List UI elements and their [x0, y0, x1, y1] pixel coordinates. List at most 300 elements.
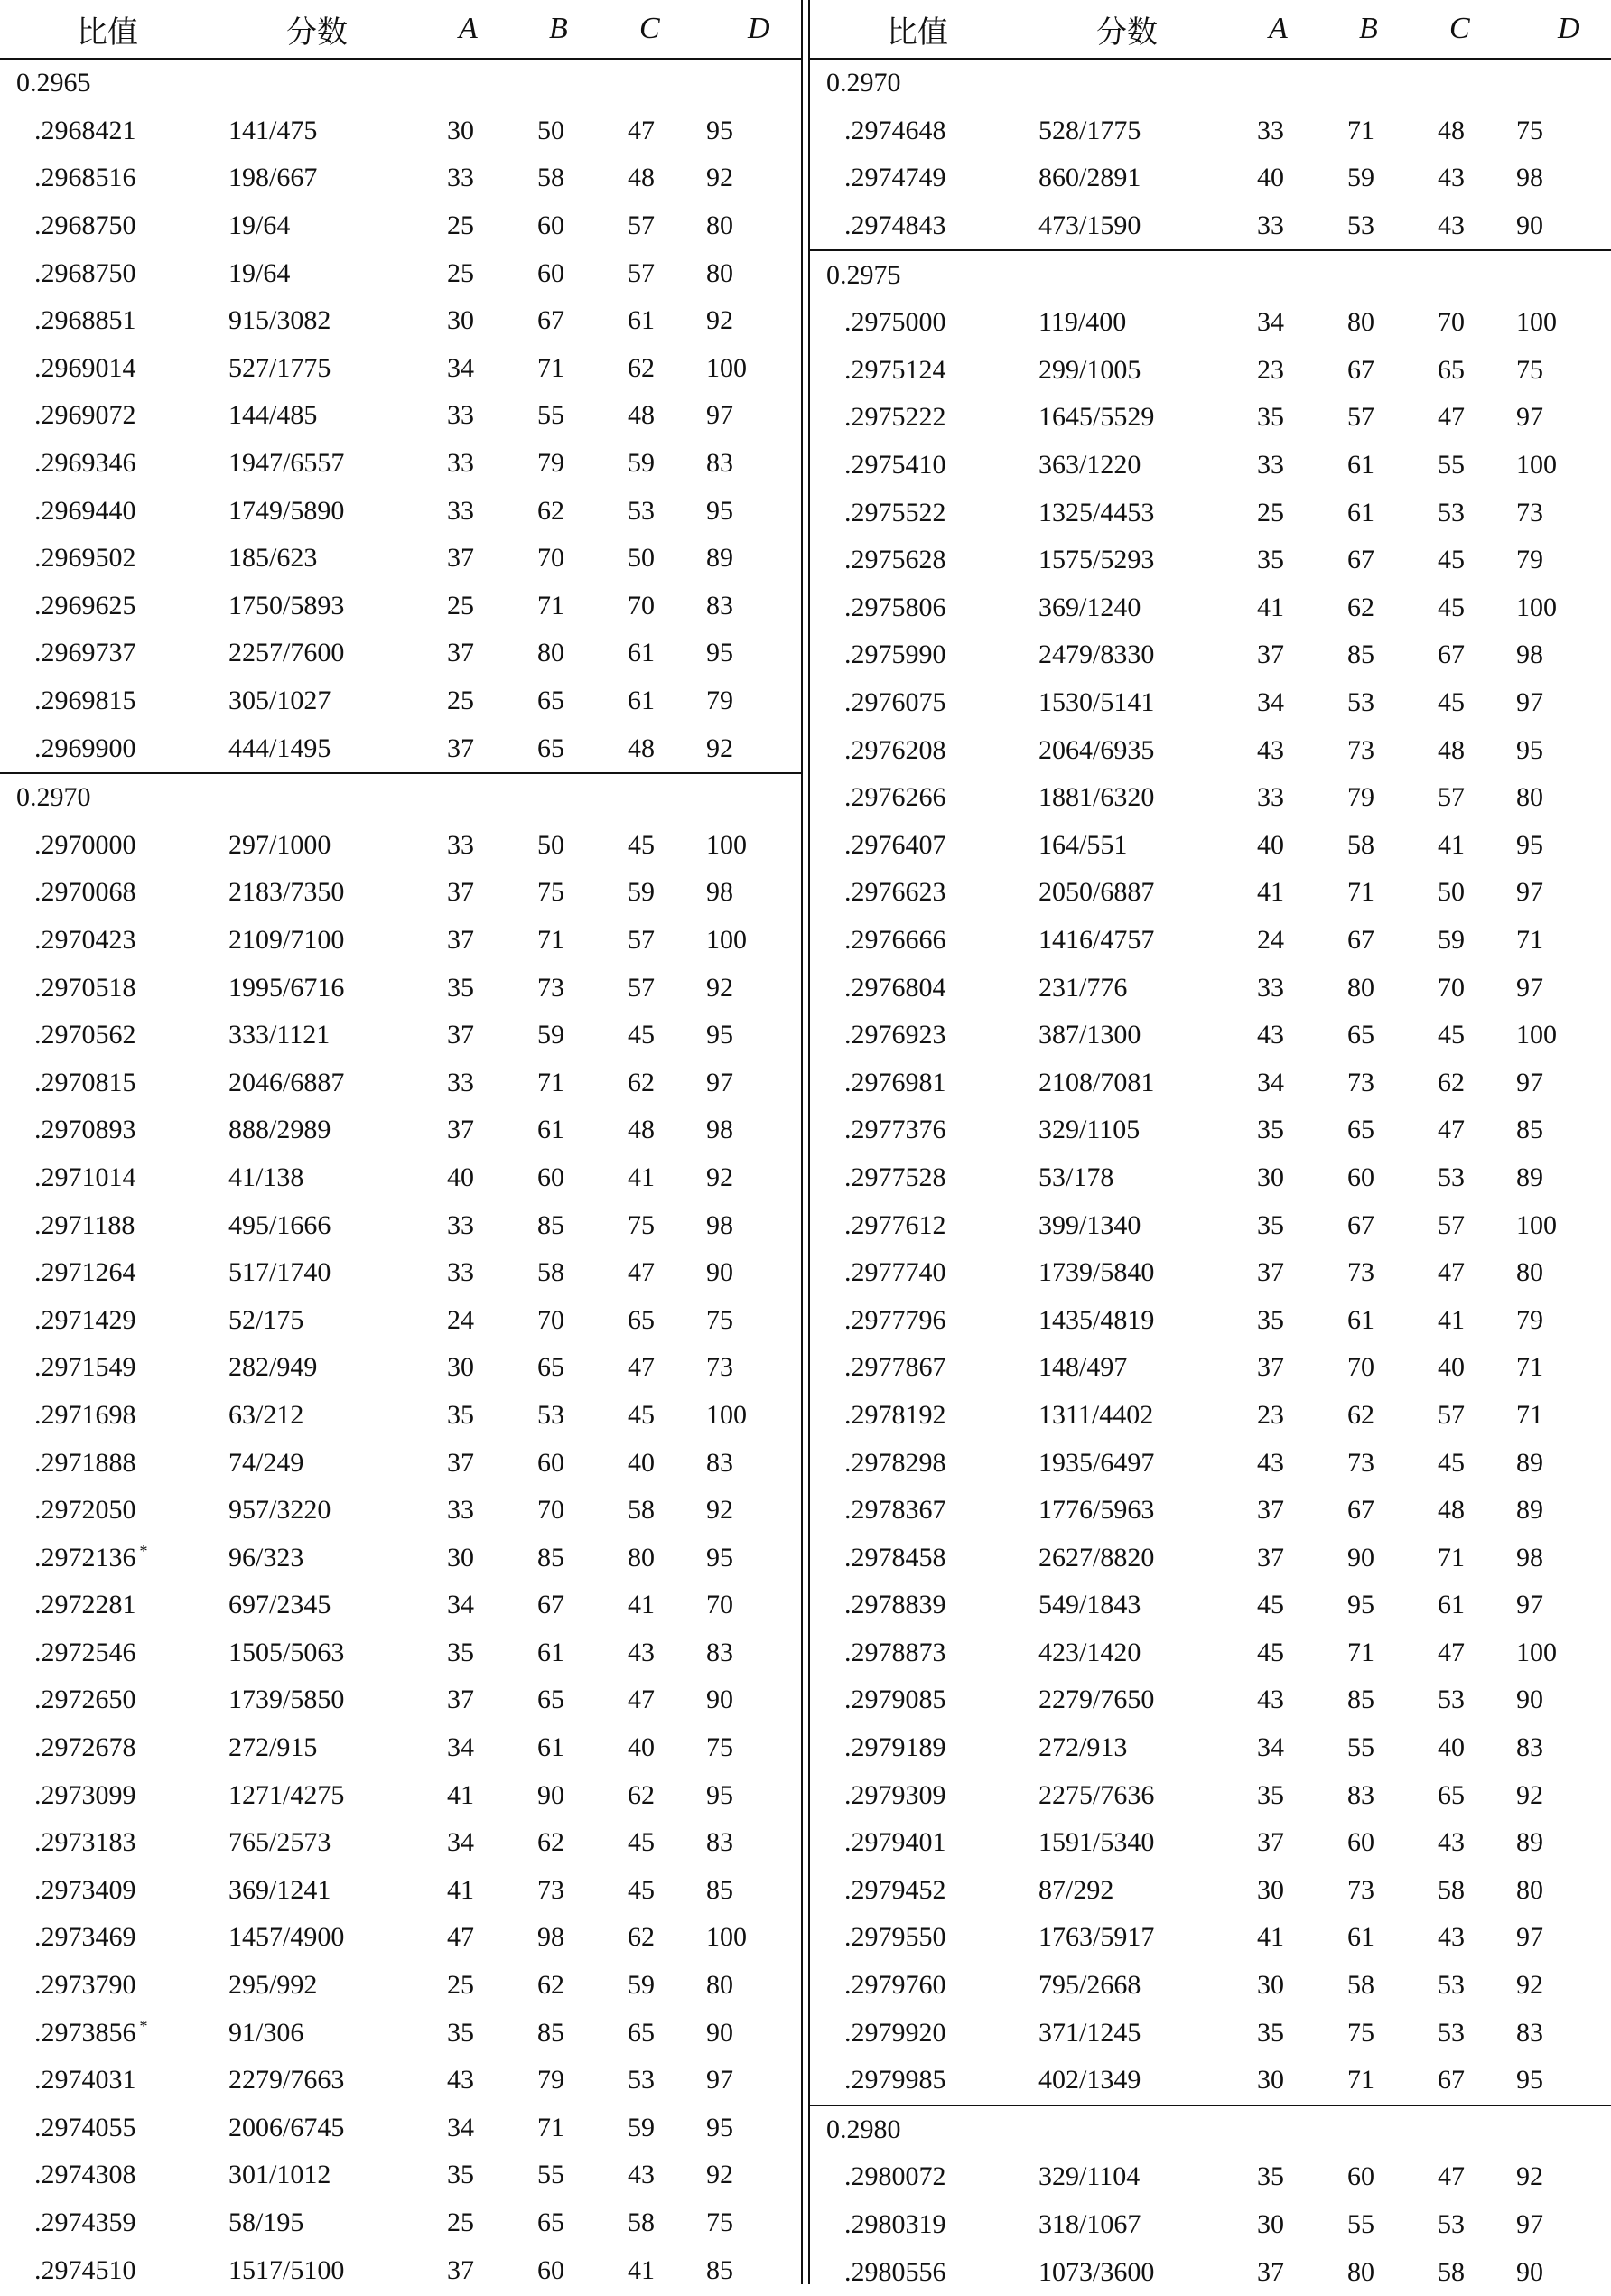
d-cell-text: 90	[706, 1685, 733, 1715]
table-row	[0, 2246, 801, 2294]
a-cell-text: 43	[1257, 1685, 1284, 1715]
d-cell	[1487, 2209, 1611, 2240]
b-cell	[1307, 782, 1397, 813]
a-cell	[406, 1685, 497, 1715]
a-cell	[1216, 1827, 1307, 1858]
ratio-cell	[0, 1020, 194, 1050]
d-cell	[677, 1590, 801, 1620]
c-cell	[587, 2207, 677, 2238]
table-row	[0, 1106, 801, 1154]
c-cell-text: 45	[628, 1874, 655, 1905]
a-cell	[406, 733, 497, 764]
d-cell	[677, 448, 801, 479]
d-cell	[677, 686, 801, 716]
d-cell-text: 97	[706, 1067, 733, 1097]
table-row	[810, 631, 1611, 679]
table-row	[0, 1487, 801, 1535]
c-cell	[587, 1257, 677, 1288]
ratio-cell	[0, 830, 194, 861]
header-fraction: 分数	[1096, 15, 1158, 50]
b-cell	[497, 1115, 587, 1145]
fraction-cell-text: 1645/5529	[1038, 402, 1155, 433]
ratio-cell	[0, 1115, 194, 1145]
fraction-cell	[1004, 2018, 1216, 2049]
a-cell	[406, 1257, 497, 1288]
c-cell-text: 43	[1438, 1827, 1465, 1858]
fraction-cell	[1004, 1305, 1216, 1336]
ratio-cell-text: .2975124	[844, 354, 946, 385]
c-cell-text: 41	[628, 1162, 655, 1192]
d-cell-text: 75	[706, 1732, 733, 1763]
ratio-cell-text: .2969625	[34, 590, 136, 621]
ratio-cell-text: .2976266	[844, 782, 946, 813]
a-cell-text: 37	[1257, 1827, 1284, 1858]
c-cell-text: 41	[1438, 1304, 1465, 1335]
c-cell	[1397, 782, 1487, 813]
ratio-cell-text: .2979760	[844, 1970, 946, 2001]
ratio-cell-text: .2979985	[844, 2065, 946, 2095]
b-cell-text: 65	[537, 733, 564, 763]
c-cell-text: 45	[1438, 1020, 1465, 1050]
ratio-cell-text: .2974510	[34, 2254, 136, 2285]
d-cell	[677, 1115, 801, 1145]
fraction-cell	[1004, 402, 1216, 433]
ratio-cell-text: .2970518	[34, 972, 136, 1003]
a-cell	[406, 2207, 497, 2238]
fraction-cell	[194, 686, 406, 716]
c-cell	[1397, 545, 1487, 575]
a-cell-text: 35	[1257, 1779, 1284, 1810]
d-cell	[1487, 1638, 1611, 1668]
fraction-cell	[194, 496, 406, 527]
c-cell	[1397, 1305, 1487, 1336]
b-cell-text: 67	[537, 1590, 564, 1620]
table-row	[0, 1771, 801, 1819]
group-label: 0.2975	[826, 259, 901, 290]
a-cell-text: 43	[1257, 1020, 1284, 1050]
b-cell	[1307, 2161, 1397, 2192]
c-cell-text: 67	[1438, 639, 1465, 670]
table-row	[810, 2153, 1611, 2201]
a-cell-text: 35	[1257, 545, 1284, 575]
b-cell	[497, 591, 587, 621]
ratio-cell-text: .2975000	[844, 307, 946, 338]
fraction-cell-text: 795/2668	[1038, 1970, 1141, 2001]
fraction-cell	[1004, 2161, 1216, 2192]
d-cell	[1487, 687, 1611, 718]
b-cell	[497, 1068, 587, 1098]
fraction-cell-text: 371/1245	[1038, 2017, 1141, 2048]
ratio-cell-text: .2971888	[34, 1447, 136, 1478]
b-cell-text: 70	[537, 1495, 564, 1526]
c-cell	[587, 210, 677, 241]
ratio-cell	[810, 973, 1004, 1003]
table-row	[810, 1914, 1611, 1962]
b-cell-text: 90	[537, 1779, 564, 1810]
b-cell-text: 85	[1347, 1685, 1374, 1715]
a-cell-text: 30	[447, 115, 474, 145]
c-cell-text: 67	[1438, 2065, 1465, 2095]
b-cell	[1307, 973, 1397, 1003]
b-cell	[497, 1543, 587, 1573]
d-cell-text: 98	[1516, 1542, 1543, 1573]
ratio-cell	[0, 733, 194, 764]
fraction-cell-text: 1311/4402	[1038, 1399, 1154, 1430]
table-row	[0, 202, 801, 250]
ratio-cell-text: .2975410	[844, 450, 946, 481]
b-cell	[497, 1162, 587, 1193]
c-cell	[587, 2018, 677, 2049]
ratio-cell-text: .2979085	[844, 1685, 946, 1715]
left-table	[0, 0, 801, 2294]
a-cell	[406, 1115, 497, 1145]
table-row	[810, 2009, 1611, 2057]
table-row	[810, 679, 1611, 727]
fraction-cell	[194, 1970, 406, 2001]
d-cell-text: 83	[706, 1637, 733, 1667]
a-cell-text: 33	[447, 1257, 474, 1288]
fraction-cell	[194, 1922, 406, 1953]
c-cell-text: 65	[1438, 1779, 1465, 1810]
c-cell-text: 70	[628, 590, 655, 621]
a-cell-text: 40	[1257, 163, 1284, 193]
a-cell	[1216, 1875, 1307, 1906]
b-cell	[1307, 355, 1397, 386]
fraction-cell-text: 329/1104	[1038, 2161, 1141, 2192]
b-cell	[1307, 2209, 1397, 2240]
ratio-cell	[0, 1590, 194, 1620]
fraction-cell	[1004, 1638, 1216, 1668]
a-cell	[1216, 735, 1307, 766]
fraction-cell	[194, 2255, 406, 2286]
c-cell-text: 61	[628, 686, 655, 716]
fraction-cell	[194, 733, 406, 764]
b-cell-text: 67	[1347, 1209, 1374, 1240]
c-cell-text: 58	[1438, 2256, 1465, 2287]
a-cell	[1216, 1495, 1307, 1526]
fraction-cell-text: 19/64	[228, 210, 291, 241]
fraction-cell-text: 19/64	[228, 257, 291, 288]
ratio-cell-text: .2973469	[34, 1922, 136, 1953]
a-cell-text: 35	[1257, 1304, 1284, 1335]
ratio-cell-text: .2974749	[844, 163, 946, 193]
ratio-cell	[810, 1257, 1004, 1288]
d-cell-text: 83	[1516, 2017, 1543, 2048]
c-cell-text: 55	[1438, 450, 1465, 481]
ratio-cell-text: .2972650	[34, 1685, 136, 1715]
a-cell-text: 35	[1257, 1115, 1284, 1145]
c-cell-text: 45	[628, 1827, 655, 1858]
b-cell	[1307, 210, 1397, 241]
b-cell-text: 73	[1347, 1447, 1374, 1478]
ratio-cell	[0, 1257, 194, 1288]
b-cell-text: 85	[1347, 639, 1374, 670]
d-cell	[677, 877, 801, 908]
table-row	[0, 1249, 801, 1297]
fraction-cell-text: 527/1775	[228, 352, 331, 383]
b-cell	[1307, 1257, 1397, 1288]
ratio-cell-text: .2976923	[844, 1020, 946, 1050]
table-row	[0, 1201, 801, 1249]
table-row	[810, 774, 1611, 822]
left-table-body	[0, 60, 801, 2294]
b-cell	[497, 543, 587, 574]
ratio-cell	[0, 2160, 194, 2190]
ratio-cell-text: .2975990	[844, 639, 946, 670]
ratio-cell	[0, 591, 194, 621]
b-cell-text: 59	[537, 1020, 564, 1050]
a-cell-text: 35	[1257, 2017, 1284, 2048]
fraction-cell-text: 765/2573	[228, 1827, 331, 1858]
c-cell	[1397, 1685, 1487, 1715]
ratio-cell-text: .2979401	[844, 1827, 946, 1858]
a-cell	[1216, 1020, 1307, 1050]
d-cell	[1487, 2257, 1611, 2288]
fraction-cell-text: 473/1590	[1038, 210, 1141, 241]
b-cell	[497, 877, 587, 908]
a-cell	[406, 400, 497, 431]
c-cell	[587, 686, 677, 716]
ratio-cell	[0, 210, 194, 241]
ratio-cell	[0, 1542, 194, 1573]
a-cell-text: 35	[1257, 2161, 1284, 2192]
b-cell-text: 61	[537, 1115, 564, 1145]
c-cell-text: 47	[628, 1257, 655, 1288]
ratio-cell-text: .2968851	[34, 305, 136, 336]
table-row	[810, 584, 1611, 632]
a-cell-text: 35	[447, 972, 474, 1003]
b-cell	[1307, 1448, 1397, 1479]
c-cell-text: 62	[628, 1922, 655, 1953]
b-cell	[1307, 877, 1397, 908]
c-cell-text: 53	[1438, 497, 1465, 527]
c-cell	[587, 1162, 677, 1193]
b-cell	[497, 1732, 587, 1763]
ratio-cell	[0, 1495, 194, 1526]
c-cell-text: 62	[628, 352, 655, 383]
a-cell	[1216, 1638, 1307, 1668]
ratio-cell-text: .2970815	[34, 1067, 136, 1097]
b-cell-text: 50	[537, 829, 564, 860]
ratio-cell	[810, 1210, 1004, 1241]
fraction-cell	[194, 925, 406, 956]
table-row	[0, 1392, 801, 1440]
b-cell-text: 79	[537, 448, 564, 479]
c-cell	[1397, 402, 1487, 433]
ratio-cell	[0, 1068, 194, 1098]
d-cell-text: 92	[1516, 1779, 1543, 1810]
a-cell	[406, 973, 497, 1003]
d-cell	[677, 2255, 801, 2286]
b-cell-text: 67	[1347, 354, 1374, 385]
fraction-cell-text: 1935/6497	[1038, 1447, 1155, 1478]
b-cell	[1307, 1305, 1397, 1336]
fraction-cell	[194, 1543, 406, 1573]
ratio-cell-text: .2973183	[34, 1827, 136, 1858]
ratio-cell-text: .2969346	[34, 448, 136, 479]
ratio-cell-text: .2973409	[34, 1874, 136, 1905]
d-cell	[1487, 210, 1611, 241]
a-cell	[1216, 2161, 1307, 2192]
fraction-cell-text: 2064/6935	[1038, 734, 1155, 765]
d-cell	[677, 733, 801, 764]
b-cell-text: 60	[537, 257, 564, 288]
d-cell	[1487, 1685, 1611, 1715]
b-cell	[497, 2207, 587, 2238]
d-cell	[1487, 307, 1611, 338]
fraction-cell-text: 1271/4275	[228, 1779, 345, 1810]
fraction-cell-text: 295/992	[228, 1970, 318, 2001]
c-cell-text: 53	[1438, 1162, 1465, 1192]
d-cell-text: 71	[1516, 1352, 1543, 1383]
table-row	[810, 1962, 1611, 2010]
b-cell-text: 61	[537, 1732, 564, 1763]
ratio-cell	[0, 258, 194, 289]
d-cell-text: 95	[706, 115, 733, 145]
d-cell	[1487, 1970, 1611, 2001]
d-cell	[677, 116, 801, 146]
c-cell-text: 47	[1438, 2161, 1465, 2192]
table-row	[810, 489, 1611, 537]
d-cell-text: 95	[706, 1542, 733, 1573]
b-cell-text: 62	[537, 1970, 564, 2001]
b-cell-text: 98	[537, 1922, 564, 1953]
fraction-cell	[194, 353, 406, 384]
fraction-cell-text: 1457/4900	[228, 1922, 345, 1953]
d-cell	[1487, 1875, 1611, 1906]
ratio-cell-text: .2976407	[844, 829, 946, 860]
fraction-cell-text: 1575/5293	[1038, 545, 1155, 575]
d-cell-text: 95	[706, 495, 733, 526]
d-cell-text: 80	[706, 1970, 733, 2001]
a-cell	[1216, 1448, 1307, 1479]
c-cell	[587, 830, 677, 861]
b-cell	[497, 2255, 587, 2286]
fraction-cell-text: 1325/4453	[1038, 497, 1155, 527]
a-cell-text: 43	[1257, 734, 1284, 765]
d-cell	[677, 638, 801, 668]
a-cell	[406, 258, 497, 289]
ratio-cell	[810, 1780, 1004, 1811]
c-cell	[1397, 1827, 1487, 1858]
b-cell	[497, 496, 587, 527]
ratio-cell	[0, 1210, 194, 1241]
d-cell	[1487, 735, 1611, 766]
c-cell-text: 47	[1438, 1637, 1465, 1667]
table-row	[810, 1201, 1611, 1249]
b-cell-text: 71	[537, 352, 564, 383]
fraction-cell-text: 957/3220	[228, 1495, 331, 1526]
b-cell-text: 71	[537, 590, 564, 621]
a-cell	[406, 1970, 497, 2001]
b-cell	[497, 638, 587, 668]
b-cell	[1307, 687, 1397, 718]
a-cell-text: 30	[1257, 1874, 1284, 1905]
a-cell	[406, 1495, 497, 1526]
a-cell-text: 37	[1257, 1495, 1284, 1526]
d-cell	[677, 2160, 801, 2190]
ratio-cell-text: .2976804	[844, 972, 946, 1003]
c-cell-text: 65	[1438, 354, 1465, 385]
a-cell	[406, 1590, 497, 1620]
ratio-cell-text: .2978458	[844, 1542, 946, 1573]
c-cell	[1397, 973, 1487, 1003]
a-cell	[406, 353, 497, 384]
table-row	[810, 202, 1611, 250]
c-cell	[587, 733, 677, 764]
table-row	[810, 1534, 1611, 1582]
b-cell-text: 50	[537, 115, 564, 145]
d-cell	[1487, 877, 1611, 908]
ratio-cell-text: .2972136	[34, 1543, 136, 1573]
d-cell	[677, 2207, 801, 2238]
b-cell	[1307, 2018, 1397, 2049]
b-cell-text: 61	[1347, 497, 1374, 527]
fraction-cell-text: 2279/7663	[228, 2065, 345, 2095]
ratio-cell-text: .2973790	[34, 1970, 136, 2001]
fraction-cell-text: 1763/5917	[1038, 1922, 1155, 1953]
ratio-cell	[810, 1970, 1004, 2001]
d-cell-text: 90	[706, 2017, 733, 2048]
d-cell	[1487, 782, 1611, 813]
table-row	[810, 2248, 1611, 2296]
a-cell	[406, 2018, 497, 2049]
fraction-cell	[194, 448, 406, 479]
d-cell-text: 92	[706, 163, 733, 193]
a-cell-text: 33	[447, 1209, 474, 1240]
c-cell-text: 57	[628, 972, 655, 1003]
c-cell	[1397, 925, 1487, 956]
c-cell-text: 59	[628, 1970, 655, 2001]
d-cell	[1487, 1162, 1611, 1193]
b-cell-text: 73	[1347, 1874, 1374, 1905]
c-cell-text: 45	[1438, 545, 1465, 575]
table-row	[0, 345, 801, 393]
d-cell-text: 85	[1516, 1115, 1543, 1145]
b-cell	[497, 2160, 587, 2190]
ratio-cell-text: .2972050	[34, 1495, 136, 1526]
c-cell-text: 47	[628, 1685, 655, 1715]
fraction-cell	[1004, 1543, 1216, 1573]
d-cell	[677, 1780, 801, 1811]
fraction-cell-text: 528/1775	[1038, 115, 1141, 145]
b-cell	[1307, 307, 1397, 338]
fraction-cell	[1004, 163, 1216, 193]
a-cell-text: 23	[1257, 1399, 1284, 1430]
b-cell-text: 60	[537, 2254, 564, 2285]
fraction-cell	[194, 1068, 406, 1098]
c-cell	[587, 1400, 677, 1431]
d-cell-text: 100	[706, 1922, 747, 1953]
a-cell	[406, 163, 497, 193]
ratio-cell-text: .2969815	[34, 686, 136, 716]
c-cell	[1397, 355, 1487, 386]
fraction-cell	[194, 1257, 406, 1288]
d-cell	[1487, 2065, 1611, 2095]
fraction-cell	[194, 1352, 406, 1383]
c-cell-text: 75	[628, 1209, 655, 1240]
d-cell-text: 92	[706, 733, 733, 763]
fraction-cell-text: 318/1067	[1038, 2209, 1141, 2240]
d-cell-text: 98	[706, 1115, 733, 1145]
b-cell	[1307, 639, 1397, 670]
c-cell	[1397, 1970, 1487, 2001]
a-cell	[406, 2113, 497, 2143]
fraction-cell	[1004, 1922, 1216, 1953]
c-cell-text: 65	[628, 2017, 655, 2048]
c-cell-text: 50	[628, 543, 655, 574]
d-cell	[1487, 1590, 1611, 1620]
